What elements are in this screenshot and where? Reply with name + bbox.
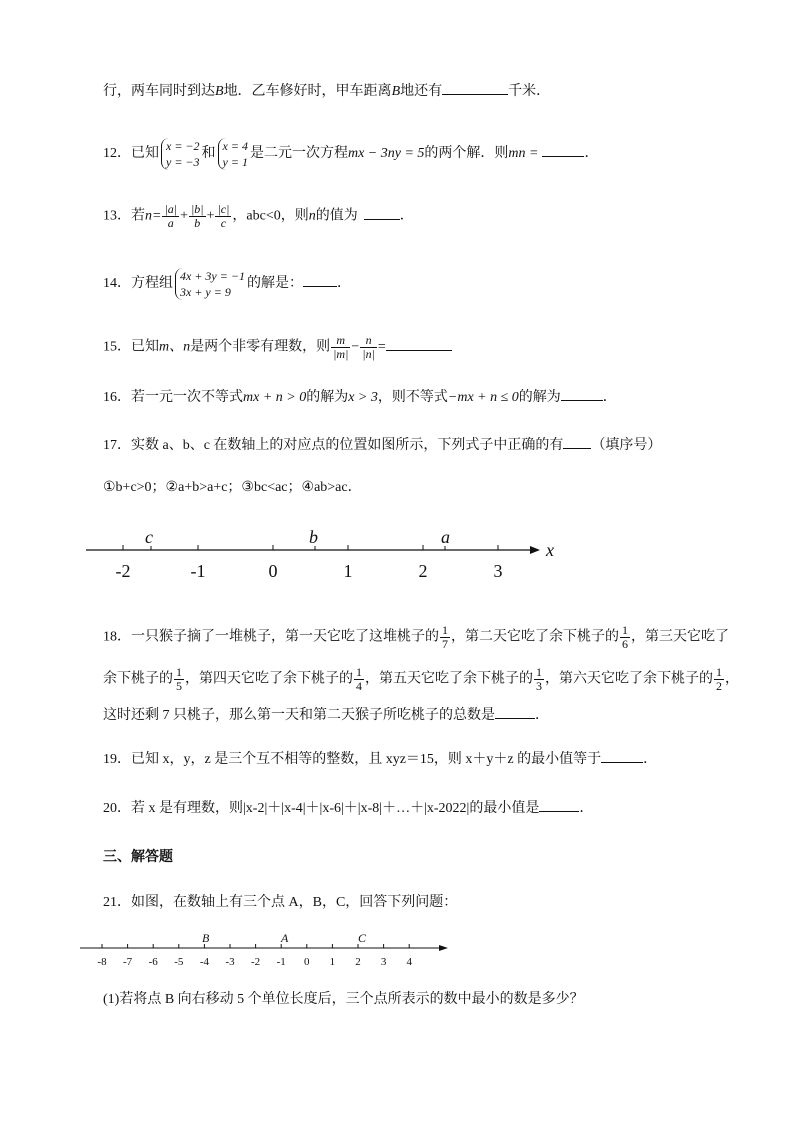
axis-tick-label: -1 xyxy=(190,561,206,581)
axis-tick-label: 3 xyxy=(380,956,387,968)
axis-tick-label: -3 xyxy=(225,956,235,968)
equation-system-1: x = −2 y = −3 xyxy=(161,138,200,170)
number-line-q21 xyxy=(80,928,455,973)
q21-line: 21．如图，在数轴上有三个点 A，B，C，回答下列问题： xyxy=(103,895,458,910)
q19-line: 19．已知 x，y，z 是三个互不相等的整数，且 xyz＝15，则 x＋y＋z 的最小值等于 ． xyxy=(103,748,657,770)
q13-line: 13．若n= $\frac{|a|}{a}$ + $\frac{|b|}{b}$ + $\frac{|c|}{c}$ ，abc<0，则n的值为 ． xyxy=(103,202,414,230)
answer-blank[interactable] xyxy=(563,434,591,449)
fraction: $\frac{1}{6}$ xyxy=(622,623,628,651)
axis-tick-label: 0 xyxy=(304,956,310,968)
q18-line2: 余下桃子的 $\frac{1}{5}$ ，第四天它吃了余下桃子的 $\frac{1}{4}$ ，第五天它吃了余下桃子的 $\frac{1}{3}$ ，第六天它吃了余下桃子的 $\frac{1}{2}$ ， xyxy=(103,665,739,693)
fraction: $\frac{|c|}{c}$ xyxy=(217,202,230,230)
axis-tick-label: -2 xyxy=(251,956,261,968)
axis-tick-label: 1 xyxy=(329,956,336,968)
axis-tick-label: -2 xyxy=(115,561,131,581)
q11-line: 行，两车同时到达B地．乙车修好时，甲车距离B地还有 千米． xyxy=(103,80,550,102)
q17-line1: 17．实数 a、b、c 在数轴上的对应点的位置如图所示，下列式子中正确的有 （填序号） xyxy=(103,434,661,456)
fraction: $\frac{1}{4}$ xyxy=(356,665,362,693)
axis-tick-label: 1 xyxy=(343,561,353,581)
fraction: $\frac{|b|}{b}$ xyxy=(190,202,204,230)
fraction: $\frac{1}{5}$ xyxy=(176,665,182,693)
section-heading: 三、解答题 xyxy=(103,848,173,864)
answer-blank[interactable] xyxy=(303,272,337,287)
fraction: $\frac{1}{3}$ xyxy=(536,665,542,693)
equation-system-2: x = 4 y = 1 xyxy=(218,138,248,170)
answer-blank[interactable] xyxy=(601,748,643,763)
answer-blank[interactable] xyxy=(542,142,584,157)
q18-line1: 18．一只猴子摘了一堆桃子，第一天它吃了这堆桃子的 $\frac{1}{7}$ ，第二天它吃了余下桃子的 $\frac{1}{6}$ ，第三天它吃了 xyxy=(103,623,729,651)
q20-line: 20．若 x 是有理数，则|x-2|＋|x-4|＋|x-6|＋|x-8|＋…＋|x-2022|的最小值是 ． xyxy=(103,797,593,819)
answer-blank[interactable] xyxy=(495,704,535,719)
fraction: $\frac{|a|}{a}$ xyxy=(164,202,178,230)
point-label-c: c xyxy=(145,527,153,547)
point-label-A: A xyxy=(281,931,289,945)
point-label-a: a xyxy=(441,527,450,547)
fraction: $\frac{1}{2}$ xyxy=(716,665,722,693)
axis-tick-label: -5 xyxy=(174,956,184,968)
axis-tick-label: 0 xyxy=(268,561,278,581)
equation-system: 4x + 3y = −1 3x + y = 9 xyxy=(175,268,245,300)
q12-line: 12．已知 x = −2 y = −3 和 x = 4 y = 1 是二元一次方程mx − 3ny = 5的两个解．则mn = ． xyxy=(103,139,599,169)
axis-tick-label: -4 xyxy=(199,956,209,968)
answer-blank[interactable] xyxy=(386,336,452,351)
q18-line3: 这时还剩 7 只桃子，那么第一天和第二天猴子所吃桃子的总数是 ． xyxy=(103,704,549,726)
axis-tick-label: -6 xyxy=(148,956,158,968)
axis-tick-label: 2 xyxy=(418,561,428,581)
answer-blank[interactable] xyxy=(364,205,400,220)
axis-tick-label: -8 xyxy=(97,956,107,968)
point-label-B: B xyxy=(202,931,210,945)
q21-sub1: (1)若将点 B 向右移动 5 个单位长度后，三个点所表示的数中最小的数是多少？ xyxy=(103,992,584,1007)
axis-tick-label: 2 xyxy=(355,956,361,968)
point-label-b: b xyxy=(309,527,318,547)
point-label-C: C xyxy=(358,931,367,945)
fraction: $\frac{1}{7}$ xyxy=(442,623,448,651)
q16-line: 16．若一元一次不等式mx + n > 0的解为x > 3，则不等式−mx + n ≤ 0的解为 ． xyxy=(103,386,617,408)
axis-x-label: x xyxy=(546,540,554,560)
answer-blank[interactable] xyxy=(539,797,579,812)
fraction: $\frac{n}{|n|}$ xyxy=(362,333,375,361)
q15-line: 15．已知m、n是两个非零有理数，则 $\frac{m}{|m|}$ − $\frac{n}{|n|}$ = xyxy=(103,334,452,361)
axis-tick-label: 3 xyxy=(493,561,503,581)
axis-tick-label: -1 xyxy=(276,956,286,968)
answer-blank[interactable] xyxy=(561,386,603,401)
answer-blank[interactable] xyxy=(442,80,508,95)
axis-tick-label: 4 xyxy=(406,956,412,968)
q14-line: 14．方程组 4x + 3y = −1 3x + y = 9 的解是： ． xyxy=(103,269,351,299)
axis-tick-label: -7 xyxy=(123,956,133,968)
number-line-q17 xyxy=(80,525,570,585)
q17-line2: ①b+c>0；②a+b>a+c；③bc<ac；④ab>ac． xyxy=(103,480,362,495)
fraction: $\frac{m}{|m|}$ xyxy=(333,333,349,361)
